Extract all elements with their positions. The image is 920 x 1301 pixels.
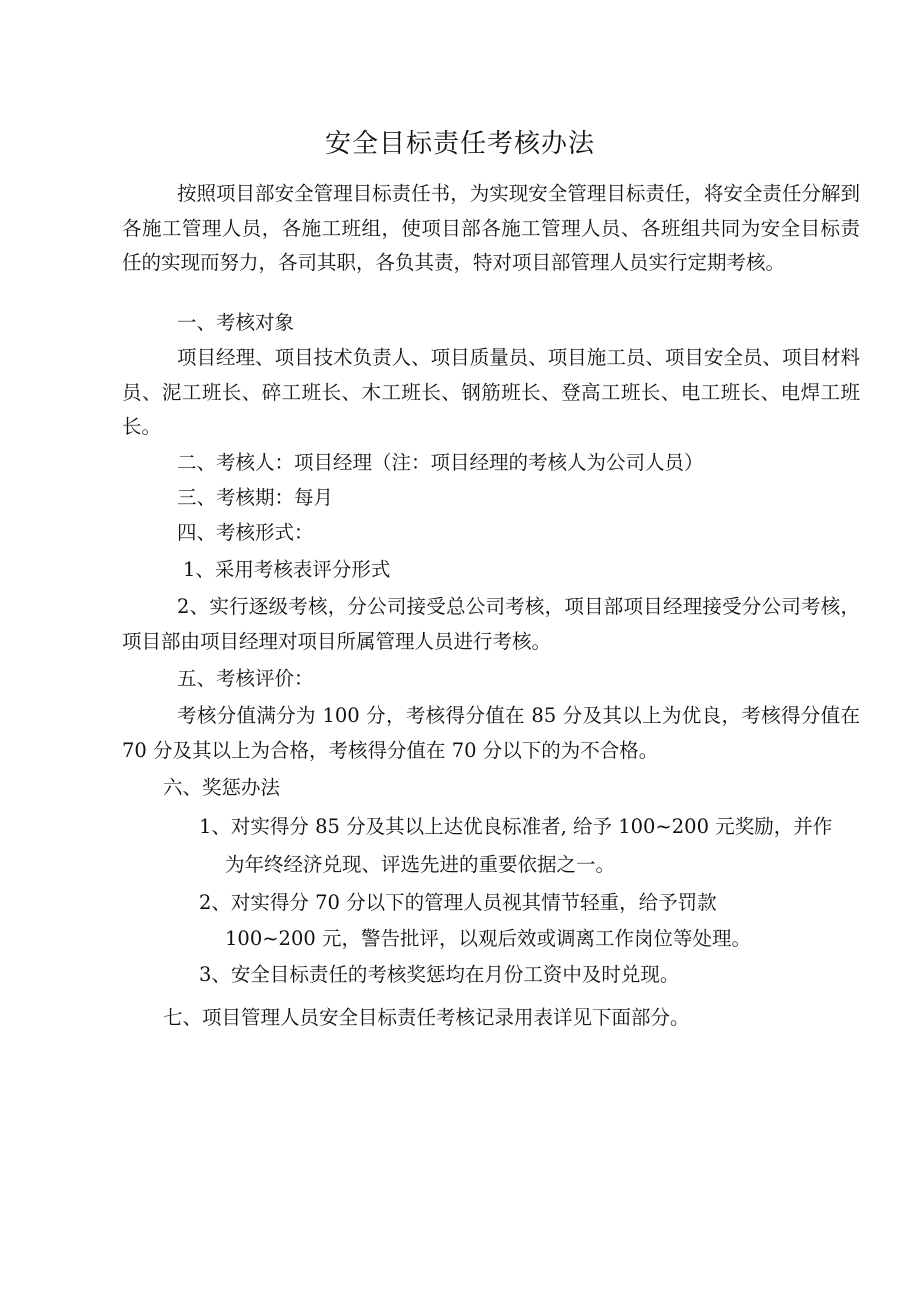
section2-heading: 二、考核人：项目经理（注：项目经理的考核人为公司人员） [177,451,704,474]
section1-body: 项目经理、项目技术负责人、项目质量员、项目施工员、项目安全员、项目材料员、泥工班长、碎工班长、木工班长、钢筋班长、登高工班长、电工班长、电焊工班长。 [122,346,860,438]
section5-heading: 五、考核评价： [177,667,314,690]
document-title: 安全目标责任考核办法 [324,129,595,159]
section4-heading: 四、考核形式： [177,521,314,544]
section3-heading: 三、考核期：每月 [177,486,334,509]
section6-item1-line2: 为年终经济兑现、评选先进的重要依据之一。 [225,853,616,876]
section6-item3: 3、安全目标责任的考核奖惩均在月份工资中及时兑现。 [199,963,680,986]
section6-item2-line2: 100~200 元，警告批评，以观后效或调离工作岗位等处理。 [225,927,751,950]
section1-heading: 一、考核对象 [177,311,295,334]
section4-item2: 2、实行逐级考核，分公司接受总公司考核，项目部项目经理接受分公司考核，项目部由项目经理对项目所属管理人员进行考核。 [122,595,860,653]
section4-item1: 1、采用考核表评分形式 [183,558,391,581]
intro-paragraph: 按照项目部安全管理目标责任书，为实现安全管理目标责任，将安全责任分解到各施工管理人员，各施工班组，使项目部各施工管理人员、各班组共同为安全目标责任的实现而努力，各司其职，各负其责，特对项目部管理人员实行定期考核。 [122,182,860,274]
section6-item2-line1: 2、对实得分 70 分以下的管理人员视其情节轻重，给予罚款 [199,891,717,914]
section6-heading: 六、奖惩办法 [163,776,281,799]
section6-item1-line1: 1、对实得分 85 分及其以上达优良标准者, 给予 100~200 元奖励，并作 [199,815,833,838]
section5-body: 考核分值满分为 100 分，考核得分值在 85 分及其以上为优良，考核得分值在 70 分及其以上为合格，考核得分值在 70 分以下的为不合格。 [122,704,860,762]
section7-heading: 七、项目管理人员安全目标责任考核记录用表详见下面部分。 [163,1006,690,1029]
